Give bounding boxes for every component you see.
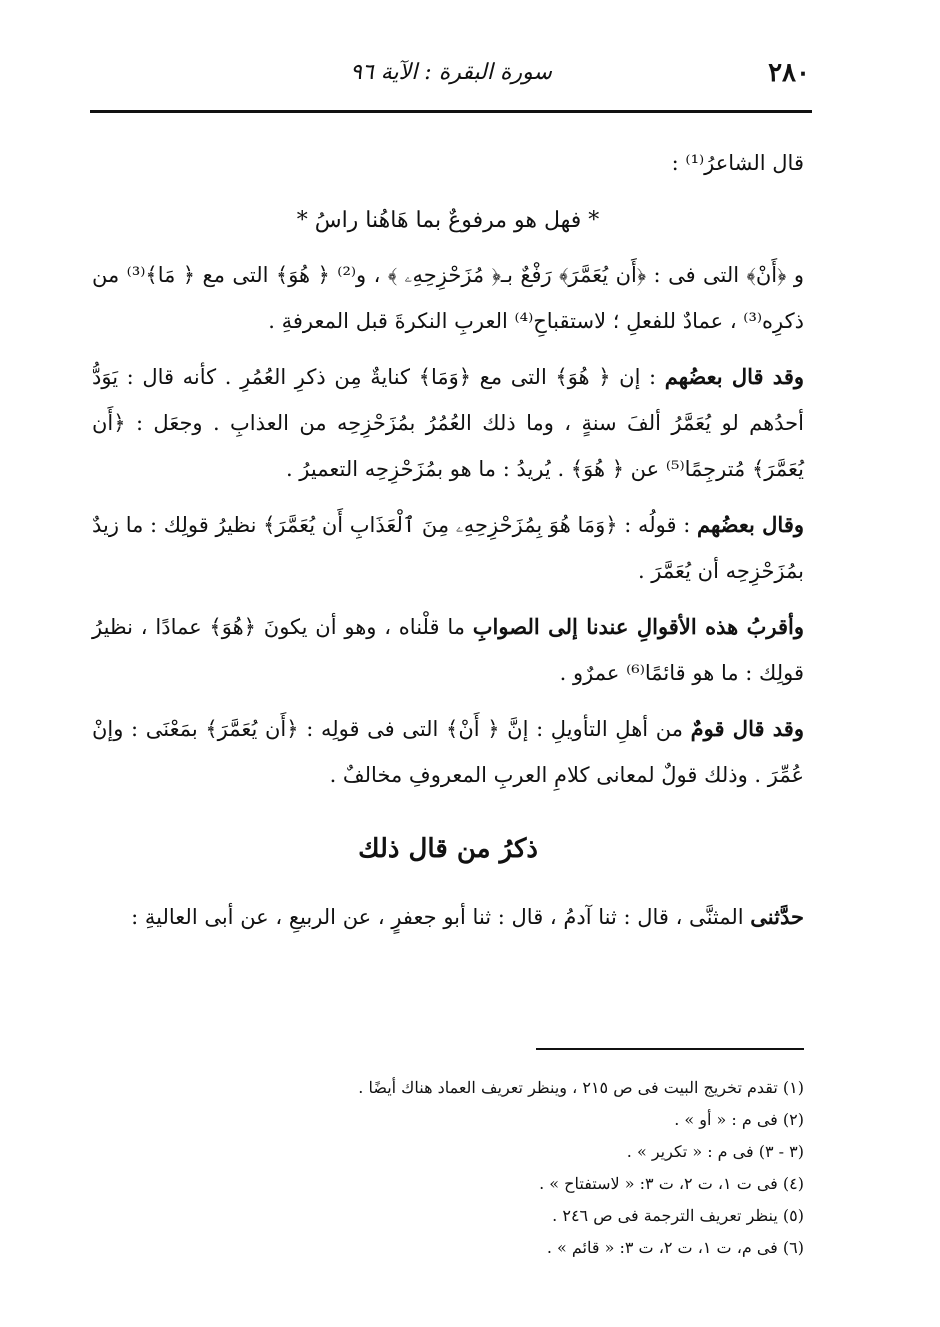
footnote-rule: [536, 1048, 804, 1050]
paragraph-narration: [92, 894, 804, 940]
paragraph-text: : إن ﴿ هُوَ﴾ التى مع ﴿وَمَا﴾ كنايةٌ مِن ذكرِ العُمُرِ . كأنه قال : يَوَدُّ أحدُهم لو يُعَمَّرُ ألفَ سنةٍ ، وما ذلك العُمُرُ بمُزَحْزِحِه من العذابِ . وجعَل : ﴿أَن يُعَمَّرَ﴾ مُترجِمًا⁽⁵⁾ عن ﴿ هُوَ﴾ . يُريدُ : ما هو بمُزَحْزِحِه التعميرُ .: [92, 365, 804, 481]
paragraph-lead: وقد قال قومٌ: [690, 716, 804, 741]
paragraph-lead: وأقربُ هذه الأقوالِ عندنا إلى الصوابِ: [472, 614, 804, 639]
page-number: ٢٨٠: [768, 58, 810, 88]
header-rule: [90, 110, 812, 113]
verse-line: * فهل هو مرفوعٌ بما هَاهُنا راسُ *: [296, 208, 600, 233]
paragraph-lead: حدَّثنى: [750, 904, 804, 929]
footnote: (٣ - ٣) فى م : « تكرير » .: [626, 1142, 804, 1161]
paragraph-opinion-1: [92, 354, 804, 492]
paragraph-text: : قولُه : ﴿وَمَا هُوَ بِمُزَحْزِحِهِۦ مِنَ ٱلْعَذَابِ أَن يُعَمَّرَ﴾ نظيرُ قولِك : ما زيدٌ بمُزَحْزِحِه أن يُعَمَّرَ .: [92, 513, 804, 583]
paragraph-lead: وقد قال بعضُهم: [664, 364, 804, 389]
paragraph-opinion-3: [92, 706, 804, 798]
footnote: (٤) فى ت ١، ت ٢، ت ٣: « لاستفتاح » .: [539, 1174, 804, 1193]
footnotes: [244, 1072, 804, 1264]
footnote: (٢) فى م : « أو » .: [674, 1110, 804, 1129]
page-header: [92, 58, 810, 98]
footnote: (٦) فى م، ت ١، ت ٢، ت ٣: « قائم » .: [546, 1238, 804, 1257]
paragraph-text: من أهلِ التأويلِ : إنَّ ﴿ أَنْ﴾ التى فى قولِه : ﴿أَن يُعَمَّرَ﴾ بمَعْنَى : وإنْ عُمِّرَ . وذلك قولٌ لمعانى كلامِ العربِ المعروفِ مخالفٌ .: [92, 717, 804, 787]
main-text: [92, 140, 804, 940]
paragraph-text: ما قلْناه ، وهو أن يكونَ ﴿هُوَ﴾ عمادًا ، نظيرُ قولِك : ما هو قائمًا⁽⁶⁾ عمرٌو .: [92, 615, 804, 685]
paragraph-preferred-opinion: [92, 604, 804, 696]
paragraph-opinion-2: [92, 502, 804, 594]
paragraph-an-analysis: و ﴿أَنْ﴾ التى فى : ﴿أَن يُعَمَّرَ﴾ رَفْعٌ بـ﴿ مُزَحْزِحِهِۦ ﴾ ، و⁽²⁾ ﴿ هُوَ﴾ التى مع ﴿ مَا﴾⁽³⁾ من ذكرِه⁽³⁾ ، عمادٌ للفعلِ ؛ لاستقباحِ⁽⁴⁾ العربِ النكرةَ قبل المعرفةِ .: [92, 263, 804, 333]
paragraph-lead: وقال بعضُهم: [697, 512, 804, 537]
paragraph-poet-intro: قال الشاعرُ⁽¹⁾ :: [671, 151, 804, 175]
footnote: (٥) ينظر تعريف الترجمة فى ص ٢٤٦ .: [552, 1206, 804, 1225]
running-title: سورة البقرة : الآية ٩٦: [350, 60, 552, 85]
paragraph-text: المثنَّى ، قال : ثنا آدمُ ، قال : ثنا أبو جعفرٍ ، عن الربيعِ ، عن أبى العاليةِ :: [131, 905, 751, 929]
section-title: ذكرُ من قال ذلك: [358, 834, 538, 864]
footnote: (١) تقدم تخريج البيت فى ص ٢١٥ ، وينظر تعريف العماد هناك أيضًا .: [358, 1078, 804, 1097]
